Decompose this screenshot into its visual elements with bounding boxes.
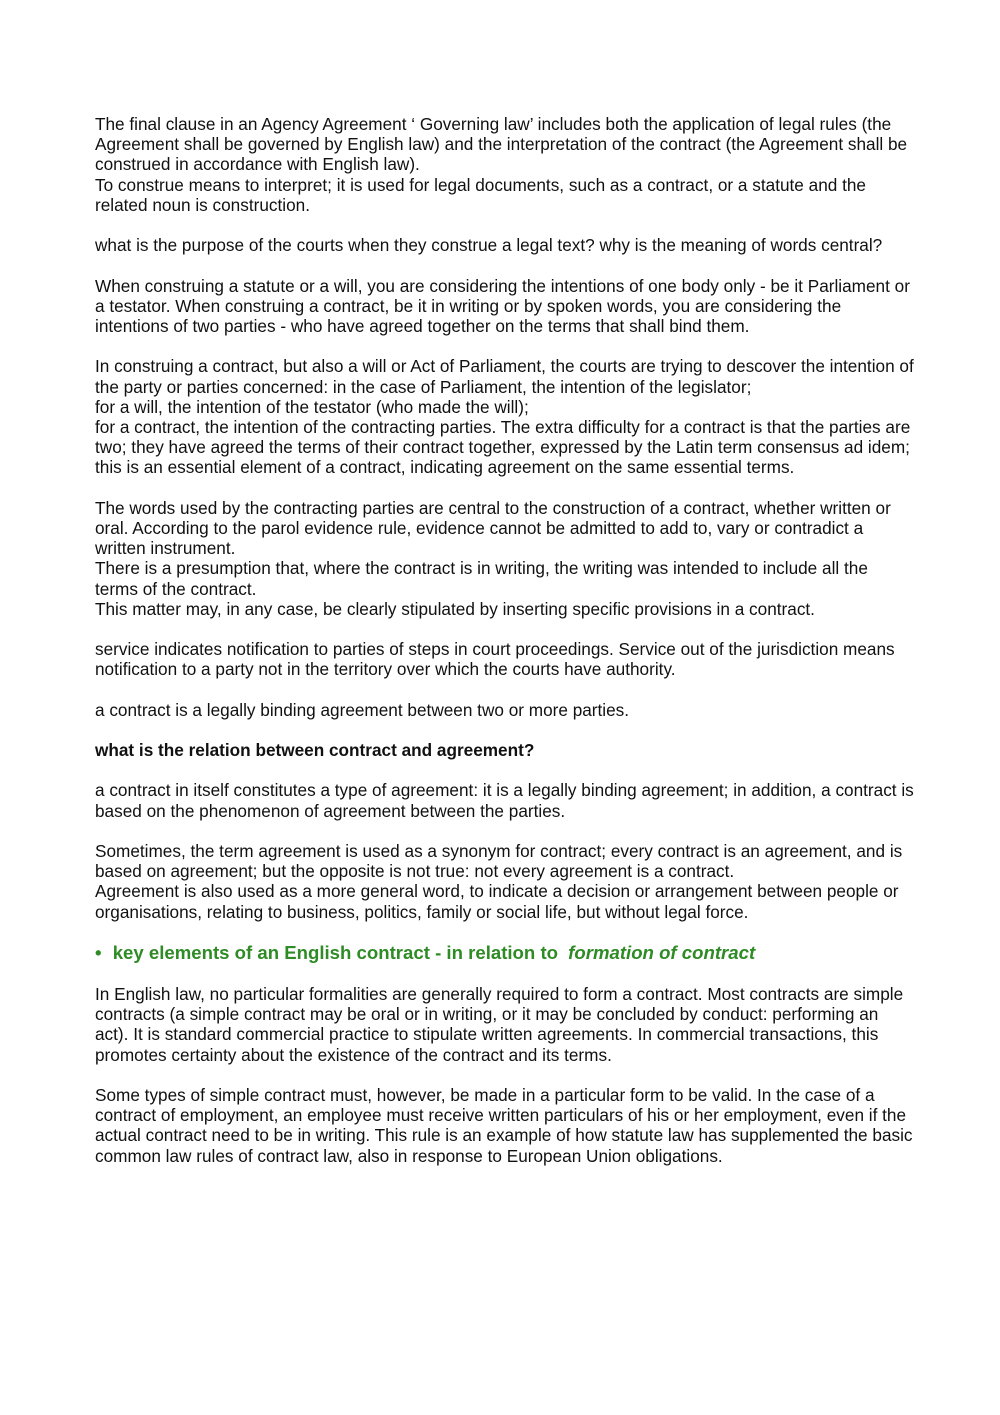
text-line: The words used by the contracting parties are central to the construction of a contract, whether written or oral. According to the parol evidence rule, evidence cannot be admitted to add to, vary or contradict a written instrument. bbox=[95, 497, 891, 559]
text-line: The final clause in an Agency Agreement ‘ Governing law’ includes both the application of legal rules (the Agreement shall be governed by English law) and the interpretation of the contract (the Agreement shall be construed in accordance with English law). bbox=[95, 114, 908, 175]
paragraph-parol-evidence bbox=[95, 498, 915, 619]
text-line: There is a presumption that, where the contract is in writing, the writing was intended to include all the terms of the contract. bbox=[95, 558, 868, 599]
text-line: In English law, no particular formalities are generally required to form a contract. Most contracts are simple contracts (a simple contract may be oral or in writing, or it may be concluded by conduct: performing an act). It is standard commercial practice to stipulate written agreements. In commercial transactions, this promotes certainty about the existence of the contract and its terms. bbox=[95, 983, 904, 1065]
document-page bbox=[95, 114, 915, 1186]
section-heading-italic: formation of contract bbox=[568, 941, 756, 963]
question-heading: what is the relation between contract and agreement? bbox=[95, 740, 535, 761]
text-line: service indicates notification to parties of steps in court proceedings. Service out of the jurisdiction means notification to a party not in the territory over which the courts have authority. bbox=[95, 639, 895, 680]
paragraph-contract-definition bbox=[95, 700, 915, 720]
bullet-icon: • bbox=[95, 941, 102, 963]
section-heading-key-elements bbox=[95, 942, 915, 964]
paragraph-intentions bbox=[95, 356, 915, 477]
text-line: for a will, the intention of the testator (who made the will); bbox=[95, 396, 529, 417]
paragraph-construing-statute bbox=[95, 276, 915, 337]
text-line: In construing a contract, but also a will or Act of Parliament, the courts are trying to descover the intention of the party or parties concerned: in the case of Parliament, the intention of the legislator; bbox=[95, 356, 914, 397]
text-line: what is the purpose of the courts when they construe a legal text? why is the meaning of words central? bbox=[95, 235, 883, 256]
paragraph-service bbox=[95, 639, 915, 679]
text-line: Sometimes, the term agreement is used as a synonym for contract; every contract is an agreement, and is based on agreement; but the opposite is not true: not every agreement is a contract. bbox=[95, 840, 903, 882]
paragraph-governing-law bbox=[95, 114, 915, 215]
section-heading-text: key elements of an English contract - in relation to bbox=[112, 941, 558, 963]
text-line: Agreement is also used as a more general word, to indicate a decision or arrangement between people or organisations, relating to business, politics, family or social life, but without legal force. bbox=[95, 881, 899, 922]
paragraph-agreement-synonym bbox=[95, 841, 915, 922]
paragraph-contract-type bbox=[95, 780, 915, 820]
text-line: for a contract, the intention of the contracting parties. The extra difficulty for a contract is that the parties are two; they have agreed the terms of their contract together, expressed by the Latin term consensus ad idem; this is an essential element of a contract, indicating agreement on the same essential terms. bbox=[95, 417, 911, 478]
paragraph-employment bbox=[95, 1085, 915, 1166]
text-line: a contract in itself constitutes a type of agreement: it is a legally binding agreement; in addition, a contract is based on the phenomenon of agreement between the parties. bbox=[95, 780, 914, 821]
text-line: Some types of simple contract must, however, be made in a particular form to be valid. In the case of a contract of employment, an employee must receive written particulars of his or her employment, even if the actual contract need to be in writing. This rule is an example of how statute law has supplemented the basic common law rules of contract law, also in response to European Union obligations. bbox=[95, 1084, 913, 1166]
paragraph-question-purpose bbox=[95, 235, 915, 255]
text-line: To construe means to interpret; it is used for legal documents, such as a contract, or a statute and the related noun is construction. bbox=[95, 174, 866, 215]
paragraph-formalities bbox=[95, 984, 915, 1065]
text-line: This matter may, in any case, be clearly stipulated by inserting specific provisions in a contract. bbox=[95, 598, 815, 619]
text-line: When construing a statute or a will, you are considering the intentions of one body only - be it Parliament or a testator. When construing a contract, be it in writing or by spoken words, you are considering the intentions of two parties - who have agreed together on the terms that shall bind them. bbox=[95, 275, 910, 336]
text-line: a contract is a legally binding agreement between two or more parties. bbox=[95, 699, 630, 720]
